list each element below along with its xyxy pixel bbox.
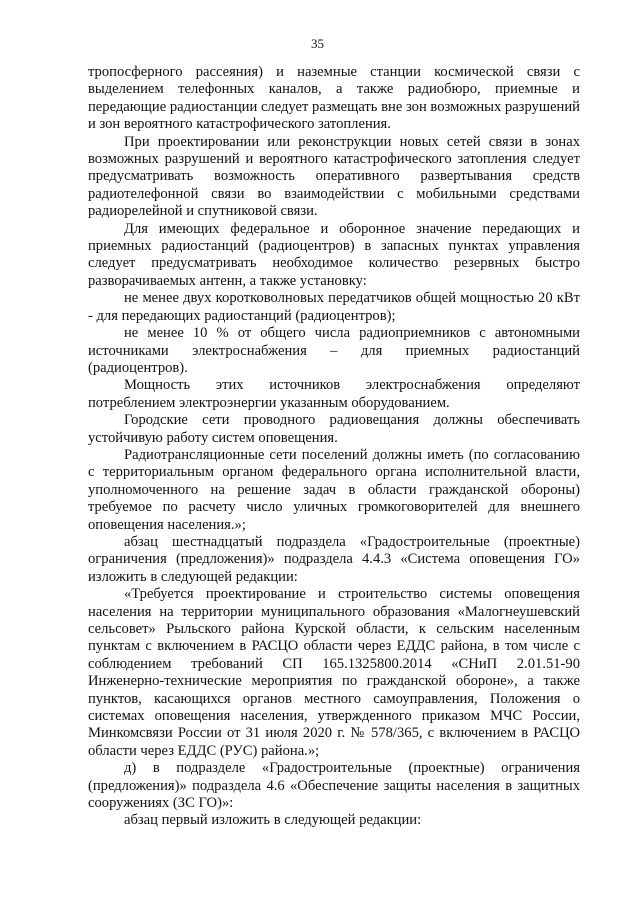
paragraph: Для имеющих федеральное и оборонное значение передающих и приемных радиостанций (радиоцентров) в запасных пунктах управления следует предусматривать необходимое количество резервных быстро разворачиваемых антенн, а также установку: — [88, 220, 580, 289]
paragraph: абзац первый изложить в следующей редакции: — [124, 812, 422, 829]
paragraph: не менее двух коротковолновых передатчиков общей мощностью 20 кВт - для передающих радиостанций (радиоцентров); — [88, 290, 580, 324]
paragraph: «Требуется проектирование и строительство системы оповещения населения на территории муниципального образования «Малогнеушевский сельсовет» Рыльского района Курской области, к сельским населенным пунктам с включением в РАСЦО области через ЕДДС района, в том числе с соблюдением требований СП 165.1325800.2014 «СНиП 2.01.51-90 Инженерно-технические мероприятия по гражданской обороне», а также пунктов, касающихся органов местного самоуправления, Положения о системах оповещения населения, утвержденного приказом МЧС России, Минкомсвязи России от 31 июля 2020 г. № 578/365, с включением в РАСЦО области через ЕДДС (РУС) района.»; — [88, 586, 580, 759]
paragraph: Городские сети проводного радиовещания должны обеспечивать устойчивую работу систем оповещения. — [88, 412, 580, 446]
paragraph: Радиотрансляционные сети поселений должны иметь (по согласованию с территориальным органом федерального органа исполнительной власти, уполномоченного на решение задач в области гражданской обороны) требуемое по расчету число уличных громкоговорителей для внешнего оповещения населения.»; — [88, 446, 580, 533]
paragraph: При проектировании или реконструкции новых сетей связи в зонах возможных разрушений и вероятного катастрофического затопления следует предусматривать возможность оперативного развертывания средств радиотелефонной связи во взаимодействии с мобильными средствами радиорелейной и спутниковой связи. — [88, 133, 580, 220]
paragraph: не менее 10 % от общего числа радиоприемников с автономными источниками электроснабжения – для приемных радиостанций (радиоцентров). — [88, 325, 580, 376]
document-body — [88, 64, 580, 830]
paragraph: абзац шестнадцатый подраздела «Градостроительные (проектные) ограничения (предложения)» подраздела 4.4.3 «Система оповещения ГО» изложить в следующей редакции: — [88, 533, 580, 585]
paragraph: д) в подразделе «Градостроительные (проектные) ограничения (предложения)» подраздела 4.6 «Обеспечение защиты населения в защитных сооружениях (ЗС ГО)»: — [88, 760, 580, 812]
page-number: 35 — [311, 36, 324, 51]
paragraph: тропосферного рассеяния) и наземные станции космической связи с выделением телефонных каналов, а также радиобюро, приемные и передающие радиостанции следует размещать вне зон возможных разрушений и зон вероятного катастрофического затопления. — [88, 64, 580, 133]
paragraph: Мощность этих источников электроснабжения определяют потреблением электроэнергии указанным оборудованием. — [88, 377, 580, 411]
